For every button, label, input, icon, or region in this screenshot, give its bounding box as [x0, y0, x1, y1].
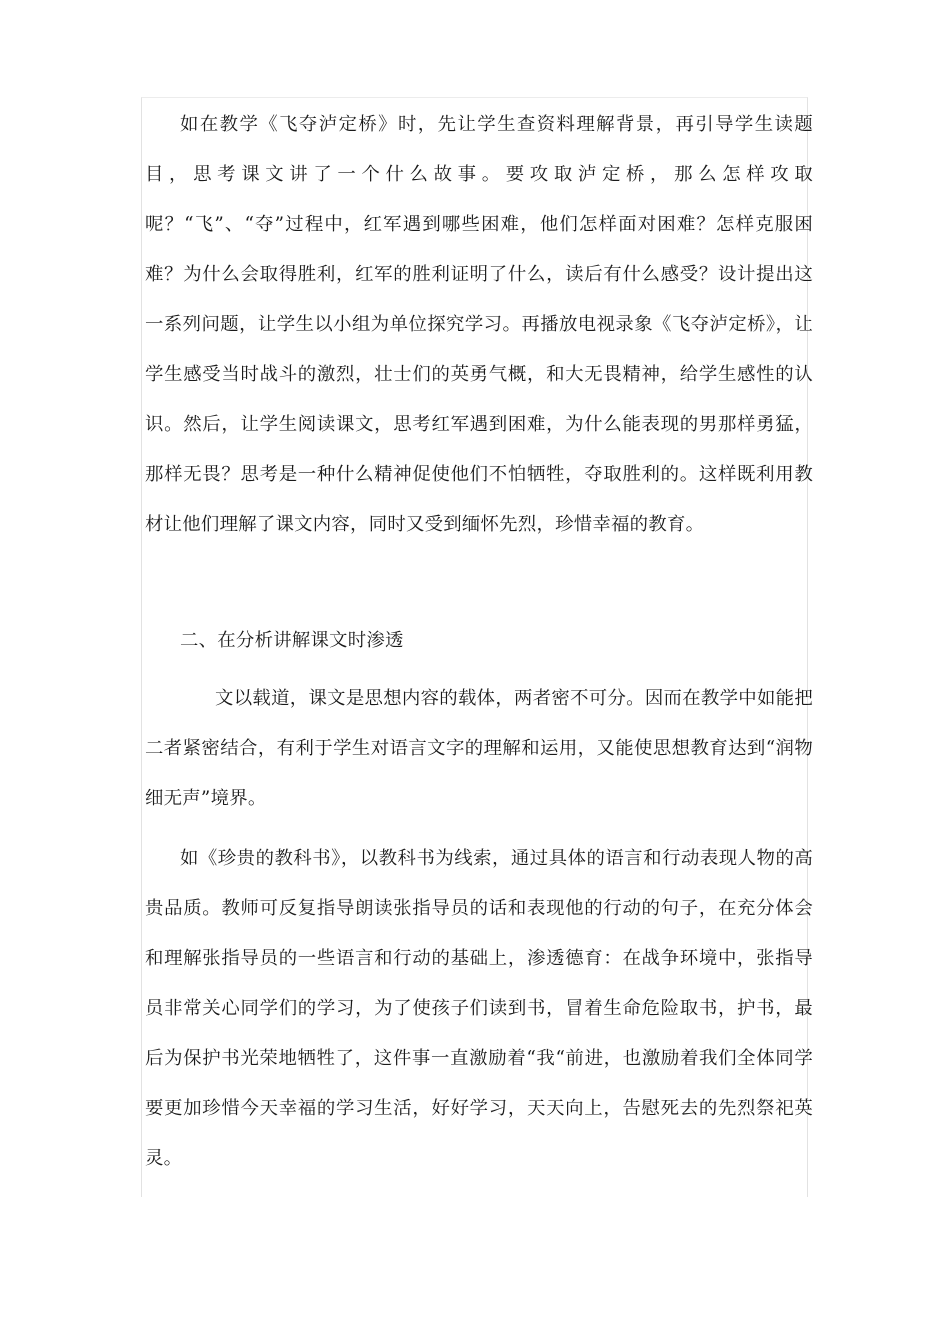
paragraph-feiduo-luding-bridge: 如在教学《飞夺泸定桥》时，先让学生查资料理解背景，再引导学生读题目，思考课文讲了一个什么故事。要攻取泸定桥，那么怎样攻取呢？“飞”、“夺”过程中，红军遇到哪些困难，他们怎样面对困难？怎样克服困难？为什么会取得胜利，红军的胜利证明了什么，读后有什么感受？设计提出这一系列问题，让学生以小组为单位探究学习。再播放电视录象《飞夺泸定桥》，让学生感受当时战斗的激烈，壮士们的英勇气概，和大无畏精神，给学生感性的认识。然后，让学生阅读课文，思考红军遇到困难，为什么能表现的男那样勇猛，那样无畏？思考是一种什么精神促使他们不怕牺牲，夺取胜利的。这样既利用教材让他们理解了课文内容，同时又受到缅怀先烈，珍惜幸福的教育。: [145, 114, 813, 535]
section-heading: 二、在分析讲解课文时渗透: [180, 630, 404, 651]
paragraph-wen-yi-zai-dao: 文以载道，课文是思想内容的载体，两者密不可分。因而在教学中如能把二者紧密结合，有利于学生对语言文字的理解和运用，又能使思想教育达到“润物细无声”境界。: [145, 688, 813, 809]
paragraph-precious-textbook: 如《珍贵的教科书》，以教科书为线索，通过具体的语言和行动表现人物的高贵品质。教师可反复指导朗读张指导员的话和表现他的行动的句子，在充分体会和理解张指导员的一些语言和行动的基础上，渗透德育：在战争环境中，张指导员非常关心同学们的学习，为了使孩子们读到书，冒着生命危险取书，护书，最后为保护书光荣地牺牲了，这件事一直激励着“我“前进，也激励着我们全体同学要更加珍惜今天幸福的学习生活，好好学习，天天向上，告慰死去的先烈祭祀英灵。: [145, 848, 813, 1169]
